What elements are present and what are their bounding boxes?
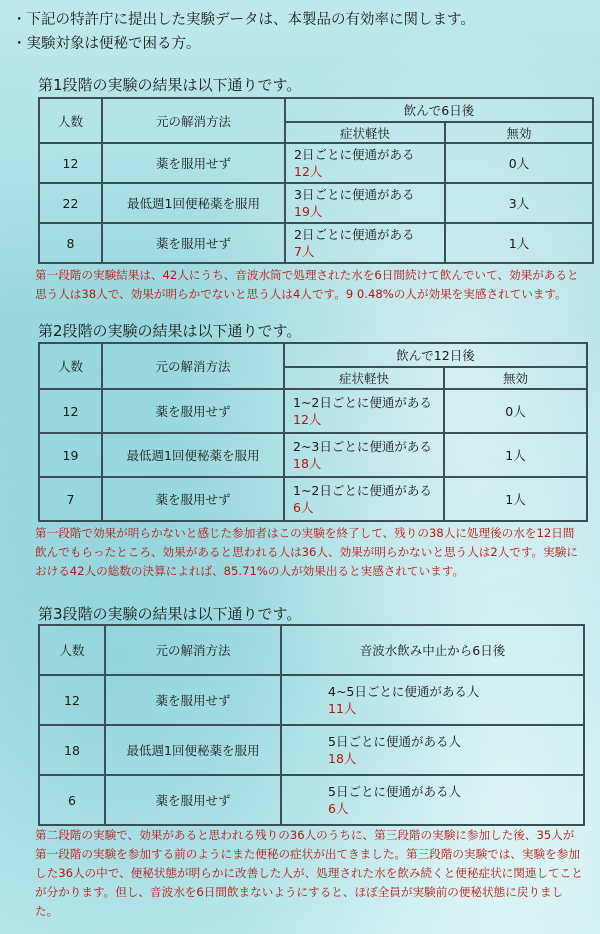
people-cell: 7 (39, 477, 102, 521)
symptom-cell: 2日ごとに便通がある 12人 (285, 143, 445, 183)
table-row (39, 433, 587, 477)
intro-line: ・実験対象は便秘で困る方。 (12, 36, 201, 52)
header-none: 無効 (445, 122, 593, 143)
none-cell: 1人 (445, 223, 593, 263)
table-row (39, 143, 593, 183)
table-row (39, 725, 584, 775)
header-after: 飲んで6日後 (285, 98, 593, 122)
intro-line: ・下記の特許庁に提出した実験データは、本製品の有効率に関します。 (12, 12, 475, 28)
count-value: 11人 (328, 701, 357, 716)
stage2-note: 第一段階で効果が明らかないと感じた参加者はこの実験を終了して、残りの38人に処理後の水を12日間飲んでもらったところ、効果があると思われる人は36人、効果が明らかないと思う人は2人です。実験における42人の総数の決算によれば、85.71%の人が効果出ると実感されています。 (35, 526, 578, 578)
symptom-cell: 5日ごとに便通がある人 6人 (281, 775, 584, 825)
stage1-note: 第一段階の実験結果は、42人にうち、音波水筒で処理された水を6日間続けて飲んでいて、効果があると思う人は38人で、効果が明らかでないと思う人は4人です。9 0.48%の人が効果を実感されています。 (35, 268, 579, 301)
symptom-cell: 3日ごとに便通がある 19人 (285, 183, 445, 223)
people-cell: 18 (39, 725, 105, 775)
method-cell: 薬を服用せず (105, 675, 281, 725)
header-none: 無効 (444, 367, 587, 389)
count-value: 19人 (294, 204, 323, 219)
people-cell: 8 (39, 223, 102, 263)
table-row (39, 675, 584, 725)
symptom-cell: 2~3日ごとに便通がある 18人 (284, 433, 444, 477)
method-cell: 薬を服用せず (102, 143, 285, 183)
header-people: 人数 (39, 343, 102, 389)
count-value: 12人 (293, 412, 322, 427)
count-value: 18人 (293, 456, 322, 471)
none-cell: 1人 (444, 433, 587, 477)
header-people: 人数 (39, 625, 105, 675)
method-cell: 薬を服用せず (102, 477, 284, 521)
count-value: 6人 (328, 801, 349, 816)
header-after: 音波水飲み中止から6日後 (281, 625, 584, 675)
table-row (39, 183, 593, 223)
method-cell: 薬を服用せず (102, 223, 285, 263)
people-cell: 12 (39, 389, 102, 433)
stage2-title: 第2段階の実験の結果は以下通りです。 (38, 322, 302, 340)
symptom-cell: 2日ごとに便通がある 7人 (285, 223, 445, 263)
header-method: 元の解消方法 (102, 343, 284, 389)
table-row (39, 775, 584, 825)
method-cell: 薬を服用せず (105, 775, 281, 825)
count-value: 7人 (294, 244, 315, 259)
table-row (39, 389, 587, 433)
stage2-table (38, 342, 588, 522)
method-cell: 最低週1回便秘薬を服用 (105, 725, 281, 775)
people-cell: 22 (39, 183, 102, 223)
header-people: 人数 (39, 98, 102, 143)
none-cell: 0人 (445, 143, 593, 183)
method-cell: 最低週1回便秘薬を服用 (102, 183, 285, 223)
people-cell: 12 (39, 143, 102, 183)
intro-bullets (12, 8, 592, 56)
people-cell: 19 (39, 433, 102, 477)
stage3-note: 第二段階の実験で、効果があると思われる残りの36人のうちに、第三段階の実験に参加した後、35人が第一段階の実験を参加する前のようにまた便秘の症状が出てきました。第三段階の実験では、実験を参加した36人の中で、便秘状態が明らかに改善した人が、処理された水を飲み続くと便秘症状に関連してことが分かります。但し、音波水を6日間飲まないようにすると、ほぼ全員が実験前の便秘状態に戻りました。 (35, 828, 583, 918)
stage3-table (38, 624, 585, 826)
symptom-cell: 1~2日ごとに便通がある 6人 (284, 477, 444, 521)
header-method: 元の解消方法 (102, 98, 285, 143)
method-cell: 最低週1回便秘薬を服用 (102, 433, 284, 477)
count-value: 12人 (294, 164, 323, 179)
none-cell: 1人 (444, 477, 587, 521)
count-value: 6人 (293, 500, 314, 515)
stage1-title: 第1段階の実験の結果は以下通りです。 (38, 76, 302, 94)
none-cell: 0人 (444, 389, 587, 433)
people-cell: 12 (39, 675, 105, 725)
stage3-title: 第3段階の実験の結果は以下通りです。 (38, 605, 302, 623)
method-cell: 薬を服用せず (102, 389, 284, 433)
stage1-table (38, 97, 594, 264)
people-cell: 6 (39, 775, 105, 825)
symptom-cell: 4~5日ごとに便通がある人 11人 (281, 675, 584, 725)
none-cell: 3人 (445, 183, 593, 223)
table-row (39, 223, 593, 263)
table-row (39, 477, 587, 521)
symptom-cell: 1~2日ごとに便通がある 12人 (284, 389, 444, 433)
header-relief: 症状軽快 (284, 367, 444, 389)
symptom-cell: 5日ごとに便通がある人 18人 (281, 725, 584, 775)
header-after: 飲んで12日後 (284, 343, 587, 367)
header-relief: 症状軽快 (285, 122, 445, 143)
count-value: 18人 (328, 751, 357, 766)
header-method: 元の解消方法 (105, 625, 281, 675)
